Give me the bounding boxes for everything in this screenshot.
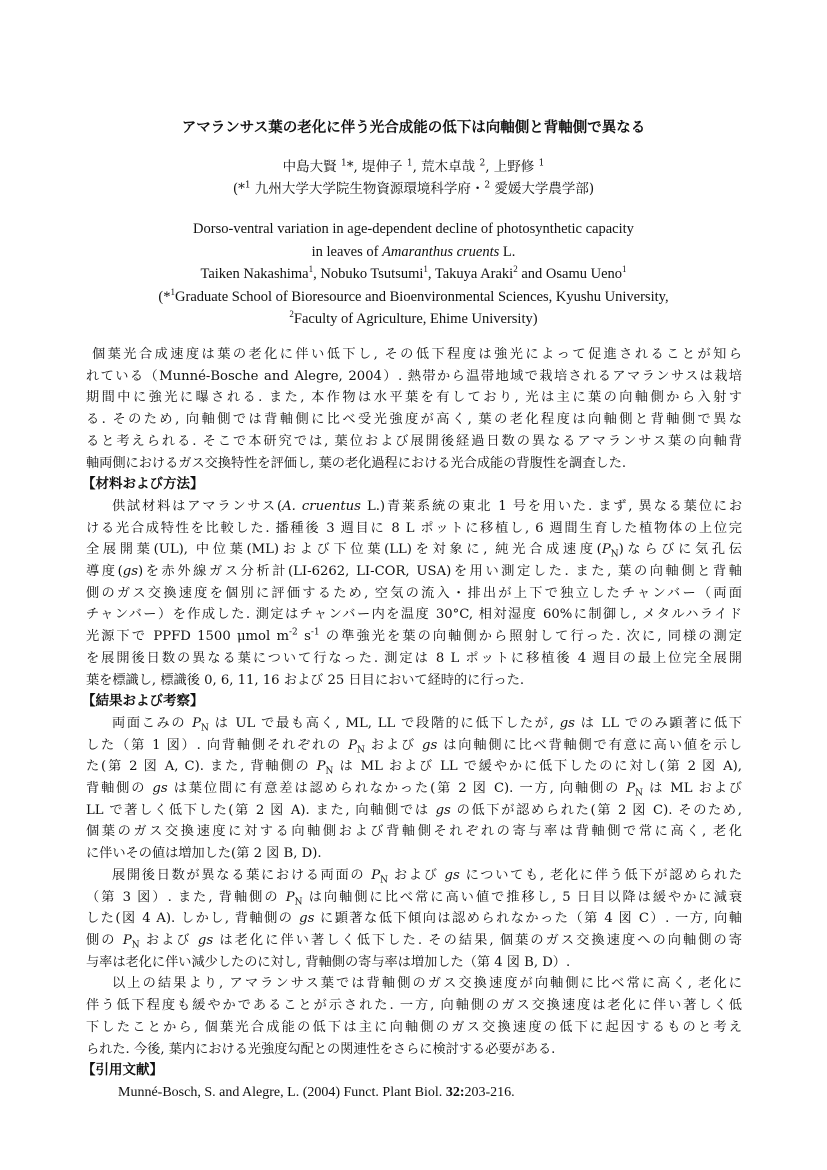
body-line: 光源下で PPFD 1500 μmol $m^{-2}$ $s^{-1}$ の準強光を葉の向軸側から照射して行った. 次に, 同様の測定 — [86, 627, 742, 645]
author-name: 上野修 — [493, 159, 535, 175]
body-line: した（第 1 図）. 向背軸側それぞれの $P_N$ および gs は向軸側に比べ背軸側で有意に高い値を示し — [86, 737, 742, 756]
body-line: 個葉のガス交換速度に対する向軸側および背軸側それぞれの寄与率は背軸側で常に高く, 老化 — [86, 824, 742, 840]
author-affil-sup: 1 — [538, 158, 545, 169]
section-heading-results: 【結果および考察】 — [82, 693, 204, 710]
paper-title-ja: アマランサス葉の老化に伴う光合成能の低下は向軸側と背軸側で異なる — [181, 120, 646, 136]
body-line: 伴う低下程度も緩やかであることが示された. 一方, 向軸側のガス交換速度は老化に伴い著しく低 — [86, 998, 742, 1014]
author-name: 中島大賢 — [282, 159, 337, 175]
paper-title-en-line1: Dorso-ventral variation in age-dependent decline of photosynthetic capacity — [193, 221, 634, 237]
paper-title-en-line2: in leaves of Amaranthus cruents L. — [311, 243, 516, 260]
affiliation-en-line2: $^2$Faculty of Agriculture, Ehime University) — [289, 309, 538, 327]
body-line: チャンバー）を作成した. 測定はチャンバー内を温度 30°C, 相対湿度 60%に制御し, メタルハライド — [86, 607, 742, 623]
body-line: 導度(gs)を赤外線ガス分析計(LI-6262, LI-COR, USA)を用い測定した. また, 葉の向軸側と背軸 — [86, 564, 742, 580]
body-line: に伴いその値は増加した(第 2 図 B, D). — [86, 846, 322, 862]
author-name: 荒木卓哉 — [421, 159, 476, 175]
affiliation-en-line1: (*$^1$Graduate School of Bioresource and Bioenvironmental Sciences, Kyushu University, — [158, 286, 669, 305]
body-line: 期間中に強光に曝される. また, 本作物は水平葉を有しており, 光は主に葉の向軸側から入射す — [86, 390, 742, 406]
methods-paragraph — [86, 496, 742, 691]
body-line: 供試材料はアマランサス(A. cruentus L.)青莱系統の東北 1 号を用いた. まず, 異なる葉位にお — [112, 498, 742, 514]
body-line: 以上の結果より, アマランサス葉では背軸側のガス交換速度が向軸側に比べ常に高く, 老化に — [112, 976, 742, 992]
body-line: LL で著しく低下した(第 2 図 A). また, 向軸側では gs の低下が認められた(第 2 図 C). そのため, — [86, 802, 742, 818]
body-line: （第 3 図）. また, 背軸側の $P_N$ は向軸側に比べ常に高い値で推移し, 5 日目以降は緩やかに減衰 — [86, 889, 742, 908]
authors-en: Taiken Nakashima$^1$, Nobuko Tsutsumi$^1$, Takuya Araki$^2$ and Osamu Ueno$^1$ — [200, 264, 627, 282]
body-line: られた. 今後, 葉内における光強度勾配との関連性をさらに検討する必要がある. — [86, 1041, 556, 1057]
author-affil-sup: 1 — [406, 158, 413, 169]
body-line: 展開後日数が異なる葉における両面の $P_N$ および gs についても, 老化に伴う低下が認められた — [112, 867, 742, 886]
body-line: を展開後日数の異なる葉について行なった. 測定は 8 L ポットに移植後 4 週目の最上位完全展開 — [86, 650, 742, 666]
intro-paragraph — [86, 344, 742, 474]
body-line: 側の $P_N$ および gs は老化に伴い著しく低下した. その結果, 個葉のガス交換速度への向軸側の寄 — [86, 932, 742, 951]
author-affil-sup: 1 — [340, 158, 347, 169]
body-line: 両面こみの $P_N$ は UL で最も高く, ML, LL で段階的に低下したが, gs は LL でのみ顕著に低下 — [112, 715, 742, 734]
body-text — [82, 344, 742, 1104]
body-line: 軸両側におけるガス交換特性を評価し, 葉の老化過程における光合成能の背腹性を調査した. — [86, 455, 627, 471]
body-line: 葉を標識し, 標識後 0, 6, 11, 16 および 25 日目において経時的に行った. — [86, 672, 525, 688]
body-line: した(図 4 A). しかし, 背軸側の gs に顕著な低下傾向は認められなかった（第 4 図 C）. 一方, 向軸 — [86, 911, 742, 927]
body-line: れている（Munné-Bosche and Alegre, 2004）. 熱帯から温帯地域で栽培されるアマランサスは栽培 — [86, 368, 742, 384]
body-line: 背軸側の gs は葉位間に有意差は認められなかった(第 2 図 C). 一方, 向軸側の $P_N$ は ML および — [86, 781, 742, 799]
author-name: 堤伸子 — [362, 159, 403, 175]
corresponding-mark: * — [346, 159, 354, 175]
section-heading-references: 【引用文献】 — [82, 1062, 163, 1079]
body-line: 下したことから, 個葉光合成能の低下は主に向軸側のガス交換速度の低下に起因するものと考え — [86, 1019, 742, 1035]
species-name: Amaranthus cruents — [382, 243, 500, 260]
body-line: る. そのため, 向軸側では背軸側に比べ受光強度が高く, 葉の老化程度は向軸側と背軸側で異な — [86, 412, 742, 428]
results-paragraphs — [86, 713, 742, 1060]
author-affil-sup: 2 — [479, 158, 486, 169]
section-heading-methods: 【材料および方法】 — [82, 476, 204, 493]
english-header — [60, 218, 767, 331]
body-line: 与率は老化に伴い減少したのに対し, 背軸側の寄与率は増加した（第 4 図 B, D）. — [86, 954, 571, 970]
body-line: ると考えられる. そこで本研究では, 葉位および展開後経過日数の異なるアマランサス葉の向軸背 — [86, 433, 742, 449]
reference-entry: Munné-Bosch, S. and Alegre, L. (2004) Funct. Plant Biol. 32:203-216. — [118, 1084, 515, 1100]
authors-ja: 中島大賢 $^1$*, 堤伸子 $^1$, 荒木卓哉 $^2$, 上野修 $^1$ — [282, 158, 545, 175]
affiliation-ja: (*$^1$ 九州大学大学院生物資源環境科学府・$^2$ 愛媛大学農学部) — [232, 180, 595, 197]
body-line: 全展開葉(UL), 中位葉(ML)および下位葉(LL)を対象に, 純光合成速度$(P_N)$ならびに気孔伝 — [86, 542, 742, 560]
body-line: 側のガス交換速度を個別に評価するため, 空気の流入・排出が上下で独立したチャンバー（両面 — [86, 585, 742, 601]
body-line: 個葉光合成速度は葉の老化に伴い低下し, その低下程度は強光によって促進されることが知ら — [92, 347, 742, 362]
body-line: ける光合成特性を比較した. 播種後 3 週目に 8 L ポットに移植し, 6 週間生育した植物体の上位完 — [86, 520, 742, 536]
body-line: た(第 2 図 A, C). また, 背軸側の $P_N$ は ML および LL で緩やかに低下したのに対し(第 2 図 A), — [86, 759, 742, 777]
